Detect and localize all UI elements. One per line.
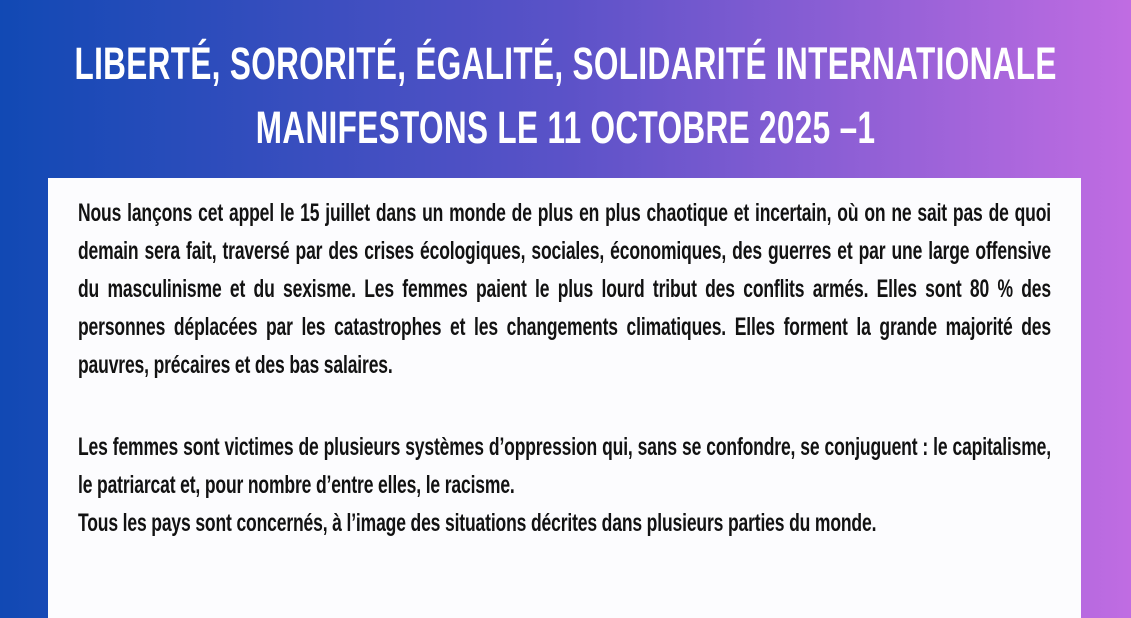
body-paragraph-1: Nous lançons cet appel le 15 juillet dans un monde de plus en plus chaotique et incertain, où on ne sait pas de quoi demain sera fait, traversé par des crises écologiques, sociales, économiques, des guerres et par une large offensive du masculinisme et du sexisme. Les femmes paient le plus lourd tribut des conflits armés. Elles sont 80 % des personnes déplacées par les catastrophes et les changements climatiques. Elles forment la grande majorité des pauvres, précaires et des bas salaires. [78, 199, 1051, 379]
poster-title-line2: MANIFESTONS LE 11 OCTOBRE 2025 –1 [255, 102, 876, 153]
poster-title-line2-row [0, 96, 1131, 160]
content-card [48, 178, 1081, 618]
body-text-block [78, 194, 1051, 542]
poster-title-line1-row [0, 32, 1131, 96]
poster-header [0, 32, 1131, 160]
poster-title-line1: LIBERTÉ, SORORITÉ, ÉGALITÉ, SOLIDARITÉ INTERNATIONALE [74, 38, 1057, 89]
body-paragraph-2: Les femmes sont victimes de plusieurs systèmes d’oppression qui, sans se confondre, se conjuguent : le capitalisme, le patriarcat et, pour nombre d’entre elles, le racisme. [78, 433, 1051, 499]
body-paragraph-3: Tous les pays sont concernés, à l’image des situations décrites dans plusieurs parties du monde. [78, 509, 877, 537]
